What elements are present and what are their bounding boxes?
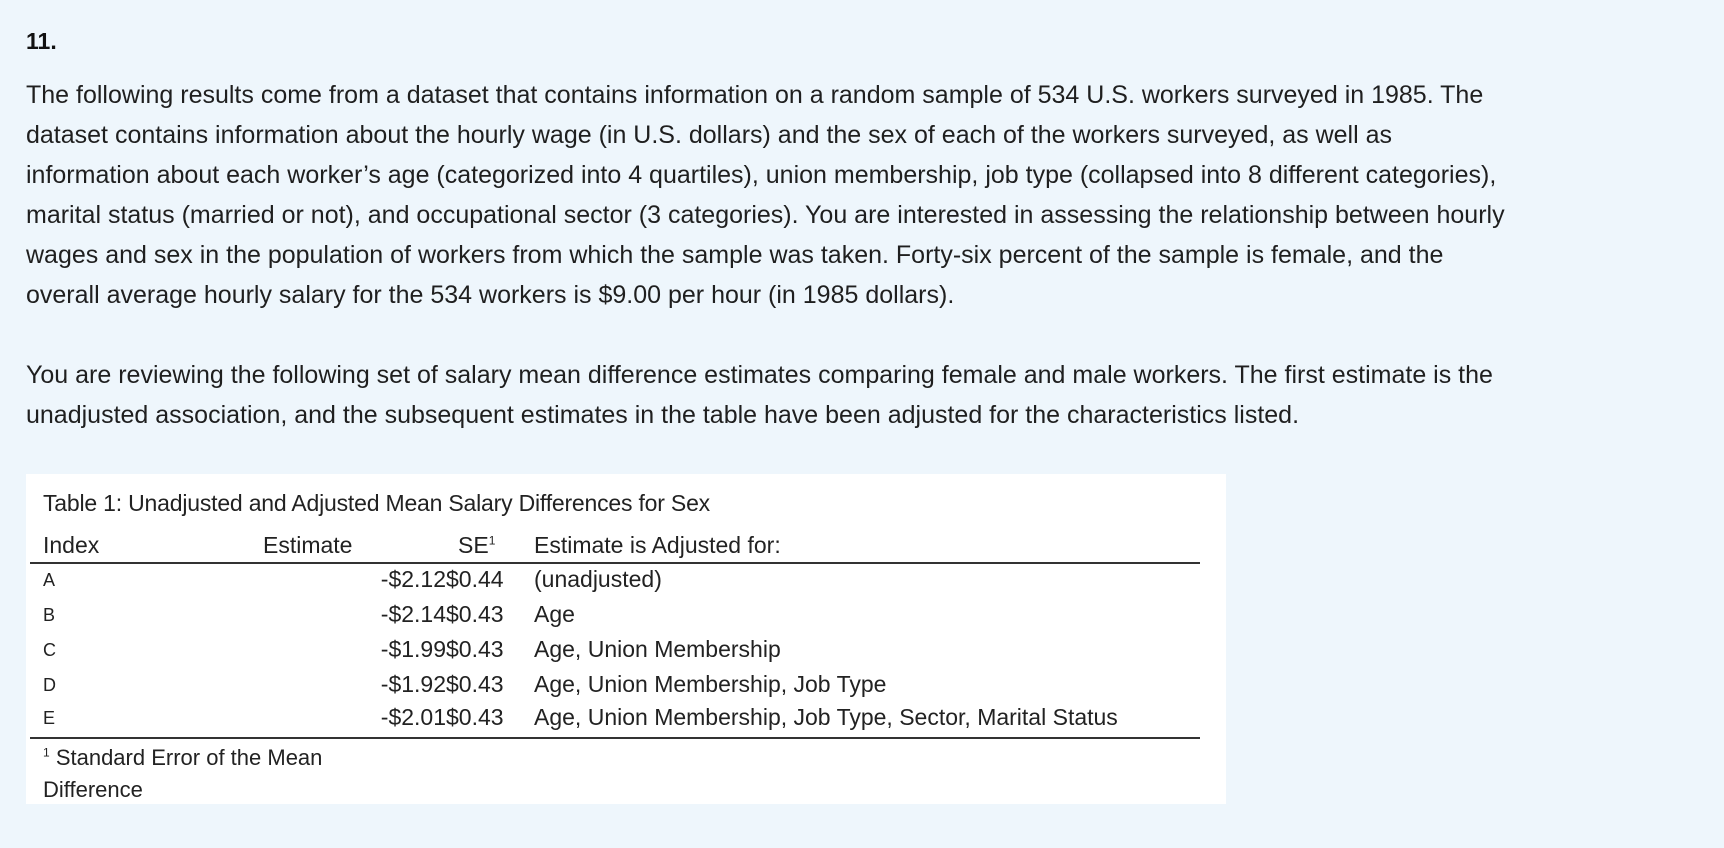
review-paragraph [26, 355, 1698, 435]
row-adjusted-for: Age, Union Membership, Job Type [534, 671, 887, 697]
header-estimate: Estimate [263, 532, 353, 558]
table-row [26, 704, 1226, 739]
question-number: 11. [26, 28, 57, 54]
question-block [26, 24, 1698, 435]
table-top-rule [30, 562, 1200, 564]
row-index: E [43, 708, 56, 728]
table-row [26, 636, 1226, 671]
footnote-line: Difference [43, 777, 143, 802]
intro-paragraph [26, 75, 1698, 315]
intro-line: overall average hourly salary for the 534 workers is $9.00 per hour (in 1985 dollars). [26, 281, 955, 309]
header-adjusted-for: Estimate is Adjusted for: [534, 532, 781, 558]
row-estimate: -$1.99 [380, 636, 446, 662]
header-se [458, 532, 495, 559]
table-row [26, 601, 1226, 636]
row-index: B [43, 605, 56, 625]
intro-line: dataset contains information about the hourly wage (in U.S. dollars) and the sex of each of the workers surveyed, as well as [26, 121, 1393, 149]
row-se: $0.43 [446, 636, 504, 662]
row-estimate: -$2.14 [380, 601, 446, 627]
header-se-superscript: 1 [488, 533, 496, 548]
row-se: $0.43 [446, 704, 504, 730]
row-adjusted-for: Age [534, 601, 575, 627]
review-line: unadjusted association, and the subsequent estimates in the table have been adjusted for the characteristics listed. [26, 401, 1300, 429]
row-index: C [43, 640, 56, 660]
row-adjusted-for: Age, Union Membership, Job Type, Sector, Marital Status [534, 704, 1118, 730]
row-se: $0.43 [446, 601, 504, 627]
header-index: Index [43, 532, 100, 558]
row-estimate: -$1.92 [380, 671, 446, 697]
footnote-line: Standard Error of the Mean [55, 745, 323, 770]
salary-table [26, 474, 1226, 804]
table-row [26, 566, 1226, 601]
row-se: $0.44 [446, 566, 504, 592]
intro-line: The following results come from a dataset that contains information on a random sample of 534 U.S. workers surveyed in 1985. The [26, 81, 1484, 109]
row-index: A [43, 570, 56, 590]
row-adjusted-for: (unadjusted) [534, 566, 662, 592]
intro-line: information about each worker’s age (categorized into 4 quartiles), union membership, job type (collapsed into 8 different categories), [26, 161, 1497, 189]
intro-line: wages and sex in the population of workers from which the sample was taken. Forty-six percent of the sample is female, and the [26, 241, 1444, 269]
row-index: D [43, 675, 56, 695]
table-row [26, 671, 1226, 706]
intro-line: marital status (married or not), and occupational sector (3 categories). You are interested in assessing the relationship between hourly [26, 201, 1505, 229]
table-caption: Table 1: Unadjusted and Adjusted Mean Salary Differences for Sex [43, 490, 710, 516]
row-estimate: -$2.01 [380, 704, 446, 730]
table-bottom-rule [30, 737, 1200, 739]
row-estimate: -$2.12 [380, 566, 446, 592]
row-se: $0.43 [446, 671, 504, 697]
review-line: You are reviewing the following set of salary mean difference estimates comparing female and male workers. The first estimate is the [26, 361, 1493, 389]
row-adjusted-for: Age, Union Membership [534, 636, 781, 662]
footnote-superscript: 1 [43, 745, 50, 760]
header-se-label: SE [458, 532, 489, 558]
table-footnote [43, 742, 373, 806]
